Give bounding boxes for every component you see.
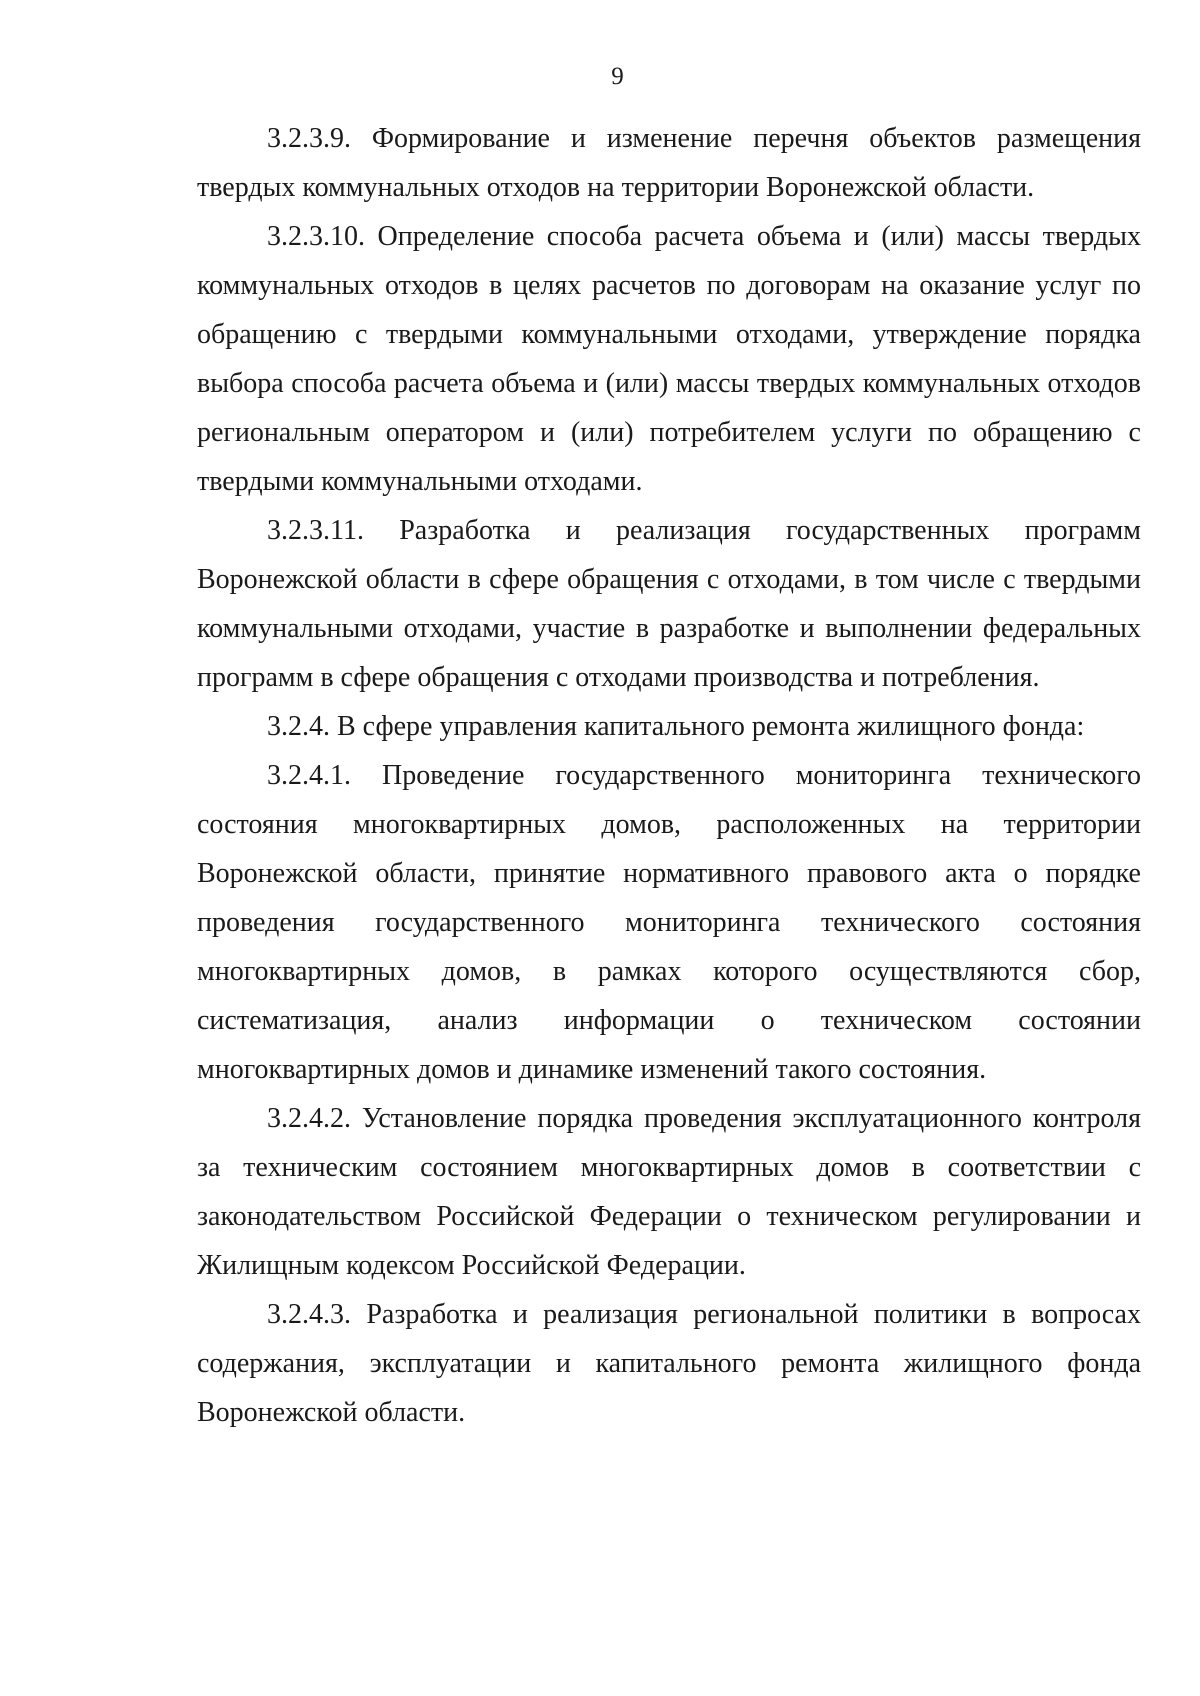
document-body	[197, 114, 1141, 1437]
paragraph-3-2-3-11: 3.2.3.11. Разработка и реализация государственных программ Воронежской области в сфере обращения с отходами, в том числе с твердыми коммунальными отходами, участие в разработке и выполнении федеральных программ в сфере обращения с отходами производства и потребления.	[197, 515, 1141, 693]
paragraph-3-2-3-10: 3.2.3.10. Определение способа расчета объема и (или) массы твердых коммунальных отходов в целях расчетов по договорам на оказание услуг по обращению с твердыми коммунальными отходами, утверждение порядка выбора способа расчета объема и (или) массы твердых коммунальных отходов региональным оператором и (или) потребителем услуги по обращению с твердыми коммунальными отходами.	[197, 221, 1141, 497]
paragraph-3-2-3-9: 3.2.3.9. Формирование и изменение перечня объектов размещения твердых коммунальных отходов на территории Воронежской области.	[197, 123, 1141, 203]
paragraph-3-2-4-2: 3.2.4.2. Установление порядка проведения эксплуатационного контроля за техническим состоянием многоквартирных домов в соответствии с законодательством Российской Федерации о техническом регулировании и Жилищным кодексом Российской Федерации.	[197, 1103, 1141, 1281]
page-number: 9	[611, 63, 624, 90]
paragraph-3-2-4: 3.2.4. В сфере управления капитального ремонта жилищного фонда:	[267, 711, 1085, 742]
paragraph-3-2-4-3: 3.2.4.3. Разработка и реализация региональной политики в вопросах содержания, эксплуатации и капитального ремонта жилищного фонда Воронежской области.	[197, 1299, 1141, 1428]
paragraph-3-2-4-1: 3.2.4.1. Проведение государственного мониторинга технического состояния многоквартирных домов, расположенных на территории Воронежской области, принятие нормативного правового акта о порядке проведения государственного мониторинга технического состояния многоквартирных домов, в рамках которого осуществляются сбор, систематизация, анализ информации о техническом состоянии многоквартирных домов и динамике изменений такого состояния.	[197, 760, 1141, 1085]
